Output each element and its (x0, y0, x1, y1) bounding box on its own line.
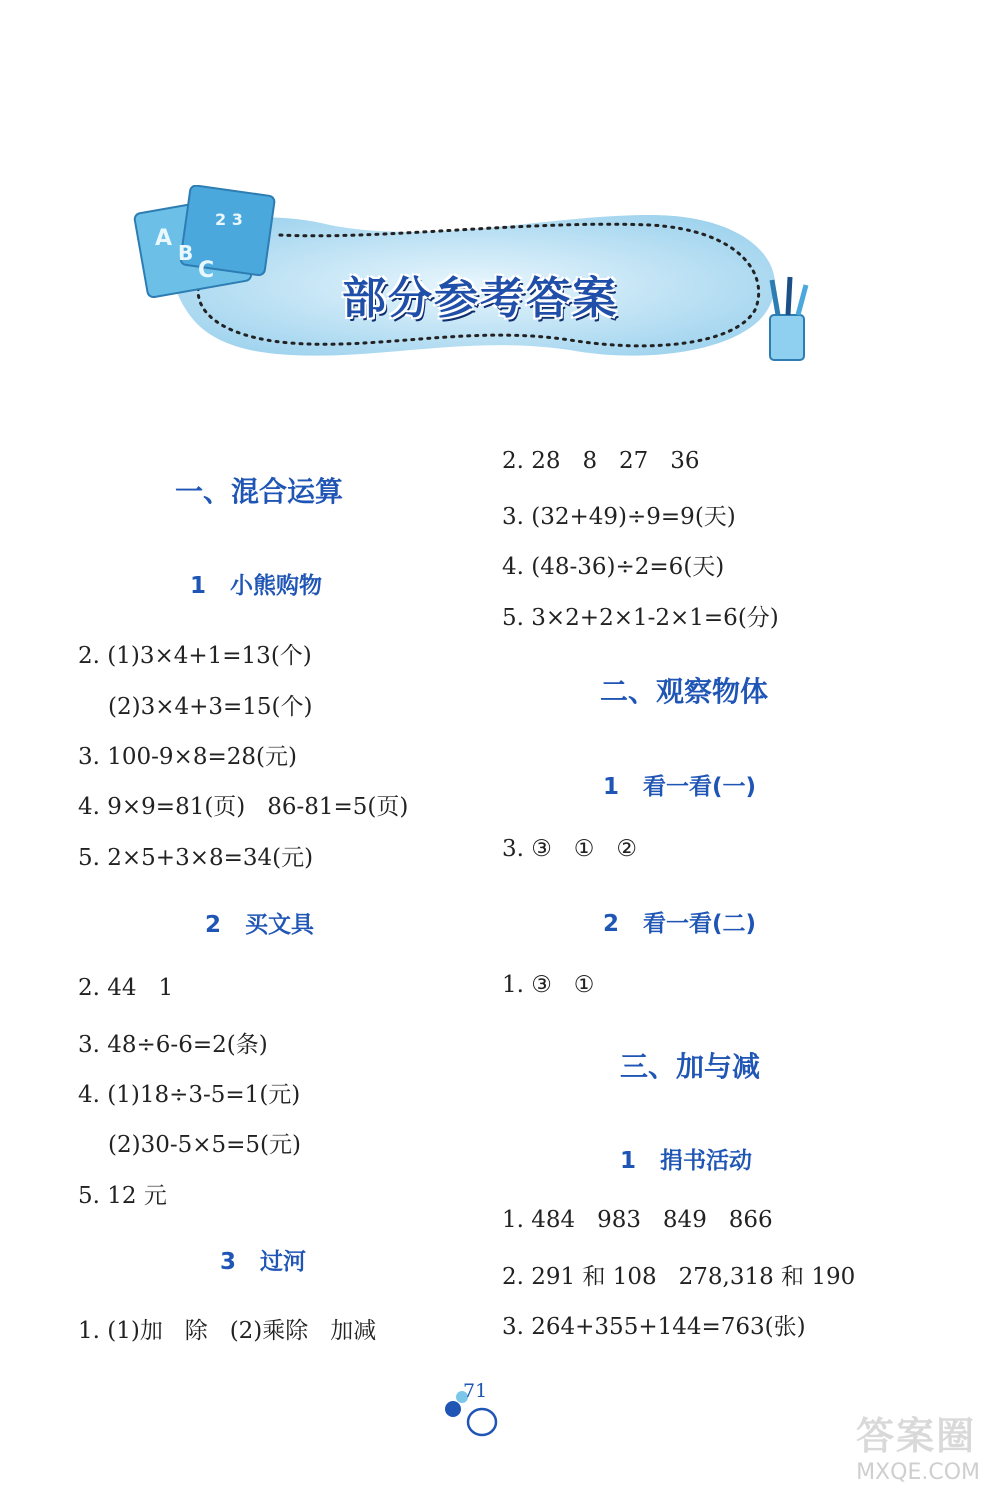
answer-line: 4. (48-36)÷2=6(天) (502, 554, 725, 580)
answer-line: 3. 100-9×8=28(元) (78, 744, 297, 770)
subsection-heading: 2 看一看(二) (603, 911, 757, 937)
section-heading-observe-objects: 二、观察物体 (600, 675, 769, 708)
section-heading-mixed-operations: 一、混合运算 (175, 475, 344, 508)
answer-line: 3. 264+355+144=763(张) (502, 1314, 806, 1340)
answer-line: 5. 12 元 (78, 1183, 167, 1209)
answer-line: 2. 28 8 27 36 (502, 448, 700, 474)
pen-cup-icon (770, 277, 806, 360)
watermark-url: MXQE.COM (856, 1460, 980, 1485)
svg-text:B: B (178, 241, 194, 265)
subsection-heading: 3 过河 (220, 1249, 307, 1275)
answer-line: 1. 484 983 849 866 (502, 1207, 773, 1233)
answer-line: (2)30-5×5=5(元) (108, 1132, 302, 1158)
subsection-heading: 1 捐书活动 (620, 1148, 753, 1174)
page-number: 71 (463, 1380, 488, 1402)
answer-line: (2)3×4+3=15(个) (108, 694, 313, 720)
page-title: 部分参考答案 (342, 273, 618, 324)
answer-line: 5. 3×2+2×1-2×1=6(分) (502, 605, 779, 631)
answer-line: 3. (32+49)÷9=9(天) (502, 504, 736, 530)
subsection-heading: 1 看一看(一) (603, 774, 757, 800)
subsection-heading: 1 小熊购物 (190, 573, 323, 599)
watermark-text: 答案圈 (856, 1414, 977, 1458)
svg-text:A: A (155, 226, 173, 251)
answer-line: 2. (1)3×4+1=13(个) (78, 643, 312, 669)
answer-line: 3. 48÷6-6=2(条) (78, 1032, 268, 1058)
answer-line: 3. ③ ① ② (502, 836, 637, 862)
watermark (856, 1405, 980, 1485)
answer-line: 5. 2×5+3×8=34(元) (78, 845, 314, 871)
answer-line: 1. (1)加 除 (2)乘除 加减 (78, 1318, 377, 1344)
answer-line: 4. (1)18÷3-5=1(元) (78, 1082, 301, 1108)
svg-text:C: C (198, 258, 215, 283)
subsection-heading: 2 买文具 (205, 912, 315, 938)
answer-line: 4. 9×9=81(页) 86-81=5(页) (78, 794, 409, 820)
section-heading-add-subtract: 三、加与减 (620, 1050, 761, 1083)
answer-line: 2. 44 1 (78, 975, 174, 1001)
answer-line: 1. ③ ① (502, 972, 595, 998)
answer-line: 2. 291 和 108 278,318 和 190 (502, 1264, 856, 1290)
svg-text:2 3: 2 3 (215, 210, 243, 229)
